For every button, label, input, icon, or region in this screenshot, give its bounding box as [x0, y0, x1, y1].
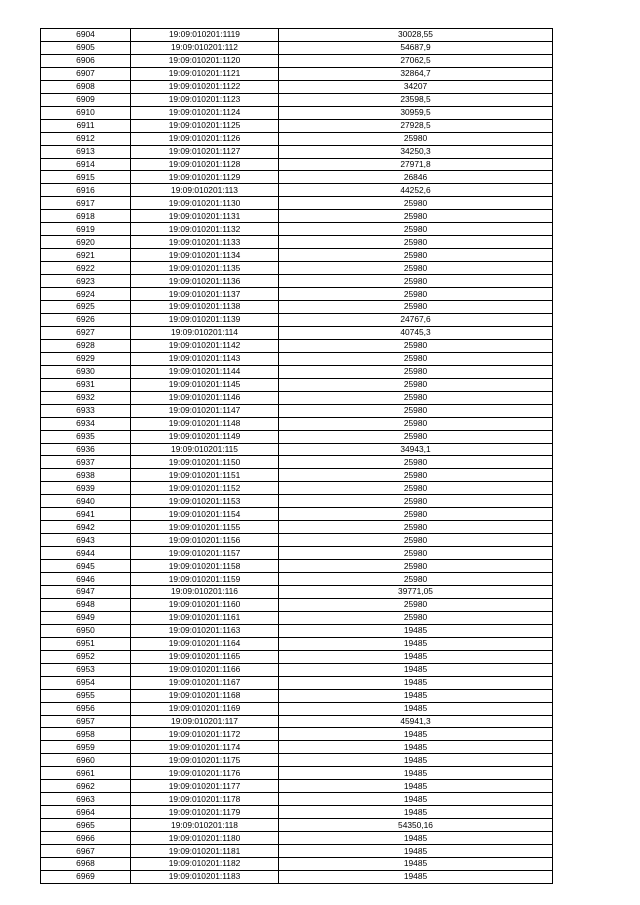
cadastral-number-cell: 19:09:010201:117: [131, 715, 279, 728]
cadastral-number-cell: 19:09:010201:1174: [131, 741, 279, 754]
cadastral-number-cell: 19:09:010201:1138: [131, 301, 279, 314]
cadastral-value-cell: 34943,1: [279, 443, 553, 456]
cadastral-value-cell: 25980: [279, 301, 553, 314]
row-number-cell: 6935: [41, 430, 131, 443]
cadastral-number-cell: 19:09:010201:1178: [131, 793, 279, 806]
table-row: [41, 495, 553, 508]
cadastral-number-cell: 19:09:010201:1119: [131, 29, 279, 42]
cadastral-number-cell: 19:09:010201:116: [131, 585, 279, 598]
row-number-cell: 6938: [41, 469, 131, 482]
cadastral-number-cell: 19:09:010201:1181: [131, 845, 279, 858]
table-row: [41, 443, 553, 456]
table-row: [41, 482, 553, 495]
table-body: [41, 29, 553, 884]
cadastral-number-cell: 19:09:010201:1154: [131, 508, 279, 521]
row-number-cell: 6907: [41, 67, 131, 80]
row-number-cell: 6960: [41, 754, 131, 767]
table-row: [41, 598, 553, 611]
table-row: [41, 339, 553, 352]
table-row: [41, 676, 553, 689]
row-number-cell: 6943: [41, 534, 131, 547]
table-row: [41, 249, 553, 262]
cadastral-number-cell: 19:09:010201:1150: [131, 456, 279, 469]
table-row: [41, 819, 553, 832]
cadastral-value-cell: 39771,05: [279, 585, 553, 598]
cadastral-number-cell: 19:09:010201:1123: [131, 93, 279, 106]
cadastral-number-cell: 19:09:010201:1137: [131, 288, 279, 301]
cadastral-number-cell: 19:09:010201:1175: [131, 754, 279, 767]
table-row: [41, 780, 553, 793]
cadastral-value-cell: 34207: [279, 80, 553, 93]
table-row: [41, 430, 553, 443]
row-number-cell: 6917: [41, 197, 131, 210]
row-number-cell: 6942: [41, 521, 131, 534]
table-row: [41, 210, 553, 223]
cadastral-number-cell: 19:09:010201:1125: [131, 119, 279, 132]
cadastral-number-cell: 19:09:010201:1142: [131, 339, 279, 352]
row-number-cell: 6944: [41, 547, 131, 560]
cadastral-number-cell: 19:09:010201:118: [131, 819, 279, 832]
table-row: [41, 184, 553, 197]
row-number-cell: 6958: [41, 728, 131, 741]
cadastral-value-cell: 19485: [279, 663, 553, 676]
cadastral-number-cell: 19:09:010201:1180: [131, 832, 279, 845]
cadastral-number-cell: 19:09:010201:1153: [131, 495, 279, 508]
row-number-cell: 6934: [41, 417, 131, 430]
cadastral-value-cell: 25980: [279, 456, 553, 469]
cadastral-number-cell: 19:09:010201:1152: [131, 482, 279, 495]
row-number-cell: 6957: [41, 715, 131, 728]
cadastral-number-cell: 19:09:010201:1121: [131, 67, 279, 80]
cadastral-value-cell: 54687,9: [279, 41, 553, 54]
row-number-cell: 6965: [41, 819, 131, 832]
row-number-cell: 6936: [41, 443, 131, 456]
table-row: [41, 80, 553, 93]
table-row: [41, 223, 553, 236]
row-number-cell: 6927: [41, 326, 131, 339]
cadastral-value-cell: 19485: [279, 767, 553, 780]
cadastral-value-cell: 25980: [279, 404, 553, 417]
cadastral-number-cell: 19:09:010201:1147: [131, 404, 279, 417]
cadastral-value-cell: 27928,5: [279, 119, 553, 132]
row-number-cell: 6932: [41, 391, 131, 404]
row-number-cell: 6964: [41, 806, 131, 819]
table-row: [41, 132, 553, 145]
table-row: [41, 508, 553, 521]
table-row: [41, 534, 553, 547]
cadastral-number-cell: 19:09:010201:1124: [131, 106, 279, 119]
cadastral-value-cell: 25980: [279, 495, 553, 508]
table-row: [41, 119, 553, 132]
cadastral-value-cell: 27971,8: [279, 158, 553, 171]
cadastral-number-cell: 19:09:010201:114: [131, 326, 279, 339]
row-number-cell: 6967: [41, 845, 131, 858]
cadastral-value-cell: 25980: [279, 534, 553, 547]
row-number-cell: 6910: [41, 106, 131, 119]
table-row: [41, 391, 553, 404]
row-number-cell: 6948: [41, 598, 131, 611]
row-number-cell: 6939: [41, 482, 131, 495]
row-number-cell: 6904: [41, 29, 131, 42]
row-number-cell: 6952: [41, 650, 131, 663]
cadastral-value-cell: 25980: [279, 275, 553, 288]
row-number-cell: 6915: [41, 171, 131, 184]
table-row: [41, 650, 553, 663]
cadastral-number-cell: 19:09:010201:1133: [131, 236, 279, 249]
row-number-cell: 6924: [41, 288, 131, 301]
row-number-cell: 6925: [41, 301, 131, 314]
cadastral-number-cell: 19:09:010201:1134: [131, 249, 279, 262]
cadastral-value-cell: 40745,3: [279, 326, 553, 339]
table-row: [41, 288, 553, 301]
table-row: [41, 365, 553, 378]
cadastral-number-cell: 19:09:010201:1167: [131, 676, 279, 689]
cadastral-number-cell: 19:09:010201:1144: [131, 365, 279, 378]
table-row: [41, 870, 553, 883]
table-row: [41, 767, 553, 780]
table-row: [41, 417, 553, 430]
cadastral-value-cell: 19485: [279, 689, 553, 702]
table-row: [41, 845, 553, 858]
row-number-cell: 6933: [41, 404, 131, 417]
row-number-cell: 6908: [41, 80, 131, 93]
row-number-cell: 6946: [41, 573, 131, 586]
cadastral-value-table: [40, 28, 553, 884]
cadastral-value-cell: 25980: [279, 417, 553, 430]
cadastral-number-cell: 19:09:010201:1122: [131, 80, 279, 93]
cadastral-value-cell: 26846: [279, 171, 553, 184]
row-number-cell: 6931: [41, 378, 131, 391]
cadastral-number-cell: 19:09:010201:1166: [131, 663, 279, 676]
table-row: [41, 171, 553, 184]
table-row: [41, 663, 553, 676]
row-number-cell: 6930: [41, 365, 131, 378]
cadastral-value-cell: 25980: [279, 573, 553, 586]
cadastral-value-cell: 25980: [279, 236, 553, 249]
cadastral-number-cell: 19:09:010201:1164: [131, 637, 279, 650]
cadastral-value-cell: 30028,55: [279, 29, 553, 42]
table-row: [41, 611, 553, 624]
cadastral-number-cell: 19:09:010201:1139: [131, 313, 279, 326]
row-number-cell: 6909: [41, 93, 131, 106]
cadastral-number-cell: 19:09:010201:1129: [131, 171, 279, 184]
table-row: [41, 715, 553, 728]
table-row: [41, 67, 553, 80]
table-row: [41, 637, 553, 650]
cadastral-number-cell: 19:09:010201:113: [131, 184, 279, 197]
table-row: [41, 54, 553, 67]
table-row: [41, 352, 553, 365]
table-row: [41, 378, 553, 391]
table-row: [41, 741, 553, 754]
cadastral-value-cell: 25980: [279, 391, 553, 404]
table-row: [41, 456, 553, 469]
table-row: [41, 585, 553, 598]
row-number-cell: 6953: [41, 663, 131, 676]
cadastral-value-cell: 19485: [279, 624, 553, 637]
table-row: [41, 832, 553, 845]
cadastral-value-cell: 19485: [279, 793, 553, 806]
row-number-cell: 6918: [41, 210, 131, 223]
cadastral-value-cell: 23598,5: [279, 93, 553, 106]
cadastral-value-cell: 25980: [279, 598, 553, 611]
cadastral-number-cell: 19:09:010201:115: [131, 443, 279, 456]
cadastral-value-cell: 25980: [279, 508, 553, 521]
row-number-cell: 6920: [41, 236, 131, 249]
cadastral-value-cell: 32864,7: [279, 67, 553, 80]
cadastral-number-cell: 19:09:010201:1130: [131, 197, 279, 210]
cadastral-number-cell: 19:09:010201:1165: [131, 650, 279, 663]
cadastral-value-cell: 25980: [279, 560, 553, 573]
table-row: [41, 93, 553, 106]
table-row: [41, 29, 553, 42]
table-row: [41, 793, 553, 806]
table-row: [41, 521, 553, 534]
cadastral-value-cell: 25980: [279, 547, 553, 560]
cadastral-value-cell: 25980: [279, 611, 553, 624]
table-row: [41, 806, 553, 819]
cadastral-value-cell: 25980: [279, 365, 553, 378]
table-row: [41, 702, 553, 715]
cadastral-number-cell: 19:09:010201:1126: [131, 132, 279, 145]
row-number-cell: 6962: [41, 780, 131, 793]
row-number-cell: 6941: [41, 508, 131, 521]
table-row: [41, 326, 553, 339]
table-row: [41, 145, 553, 158]
row-number-cell: 6947: [41, 585, 131, 598]
table-row: [41, 754, 553, 767]
row-number-cell: 6914: [41, 158, 131, 171]
row-number-cell: 6963: [41, 793, 131, 806]
cadastral-value-cell: 19485: [279, 650, 553, 663]
cadastral-number-cell: 19:09:010201:1169: [131, 702, 279, 715]
cadastral-value-cell: 25980: [279, 223, 553, 236]
cadastral-number-cell: 19:09:010201:1168: [131, 689, 279, 702]
cadastral-number-cell: 19:09:010201:1146: [131, 391, 279, 404]
row-number-cell: 6968: [41, 858, 131, 871]
cadastral-number-cell: 19:09:010201:112: [131, 41, 279, 54]
cadastral-number-cell: 19:09:010201:1135: [131, 262, 279, 275]
cadastral-value-cell: 25980: [279, 482, 553, 495]
cadastral-value-cell: 19485: [279, 832, 553, 845]
cadastral-value-cell: 25980: [279, 210, 553, 223]
cadastral-value-cell: 19485: [279, 870, 553, 883]
row-number-cell: 6921: [41, 249, 131, 262]
cadastral-number-cell: 19:09:010201:1128: [131, 158, 279, 171]
row-number-cell: 6950: [41, 624, 131, 637]
cadastral-value-cell: 34250,3: [279, 145, 553, 158]
table-row: [41, 404, 553, 417]
table-row: [41, 197, 553, 210]
cadastral-value-cell: 54350,16: [279, 819, 553, 832]
table-row: [41, 547, 553, 560]
row-number-cell: 6956: [41, 702, 131, 715]
row-number-cell: 6922: [41, 262, 131, 275]
cadastral-value-cell: 25980: [279, 288, 553, 301]
table-row: [41, 728, 553, 741]
cadastral-number-cell: 19:09:010201:1120: [131, 54, 279, 67]
cadastral-value-cell: 25980: [279, 339, 553, 352]
row-number-cell: 6937: [41, 456, 131, 469]
table-row: [41, 106, 553, 119]
cadastral-number-cell: 19:09:010201:1179: [131, 806, 279, 819]
row-number-cell: 6926: [41, 313, 131, 326]
row-number-cell: 6966: [41, 832, 131, 845]
cadastral-value-cell: 19485: [279, 845, 553, 858]
cadastral-value-cell: 25980: [279, 262, 553, 275]
cadastral-value-cell: 19485: [279, 637, 553, 650]
table-row: [41, 573, 553, 586]
cadastral-number-cell: 19:09:010201:1155: [131, 521, 279, 534]
table-row: [41, 313, 553, 326]
cadastral-number-cell: 19:09:010201:1148: [131, 417, 279, 430]
row-number-cell: 6955: [41, 689, 131, 702]
row-number-cell: 6929: [41, 352, 131, 365]
row-number-cell: 6923: [41, 275, 131, 288]
row-number-cell: 6954: [41, 676, 131, 689]
row-number-cell: 6969: [41, 870, 131, 883]
cadastral-value-cell: 25980: [279, 469, 553, 482]
row-number-cell: 6959: [41, 741, 131, 754]
table-row: [41, 275, 553, 288]
table-row: [41, 41, 553, 54]
row-number-cell: 6919: [41, 223, 131, 236]
cadastral-value-cell: 19485: [279, 676, 553, 689]
cadastral-number-cell: 19:09:010201:1127: [131, 145, 279, 158]
cadastral-number-cell: 19:09:010201:1145: [131, 378, 279, 391]
table-row: [41, 301, 553, 314]
table-row: [41, 858, 553, 871]
cadastral-number-cell: 19:09:010201:1183: [131, 870, 279, 883]
table-row: [41, 624, 553, 637]
cadastral-value-cell: 19485: [279, 780, 553, 793]
cadastral-number-cell: 19:09:010201:1177: [131, 780, 279, 793]
cadastral-number-cell: 19:09:010201:1160: [131, 598, 279, 611]
cadastral-number-cell: 19:09:010201:1158: [131, 560, 279, 573]
cadastral-number-cell: 19:09:010201:1131: [131, 210, 279, 223]
row-number-cell: 6951: [41, 637, 131, 650]
cadastral-number-cell: 19:09:010201:1176: [131, 767, 279, 780]
table-row: [41, 158, 553, 171]
row-number-cell: 6961: [41, 767, 131, 780]
cadastral-value-cell: 25980: [279, 352, 553, 365]
row-number-cell: 6916: [41, 184, 131, 197]
row-number-cell: 6905: [41, 41, 131, 54]
cadastral-value-cell: 25980: [279, 132, 553, 145]
cadastral-number-cell: 19:09:010201:1182: [131, 858, 279, 871]
cadastral-number-cell: 19:09:010201:1159: [131, 573, 279, 586]
cadastral-number-cell: 19:09:010201:1143: [131, 352, 279, 365]
cadastral-value-cell: 19485: [279, 702, 553, 715]
row-number-cell: 6949: [41, 611, 131, 624]
table-row: [41, 560, 553, 573]
cadastral-number-cell: 19:09:010201:1157: [131, 547, 279, 560]
row-number-cell: 6912: [41, 132, 131, 145]
row-number-cell: 6913: [41, 145, 131, 158]
row-number-cell: 6911: [41, 119, 131, 132]
cadastral-value-cell: 25980: [279, 197, 553, 210]
cadastral-number-cell: 19:09:010201:1132: [131, 223, 279, 236]
table-row: [41, 469, 553, 482]
cadastral-number-cell: 19:09:010201:1151: [131, 469, 279, 482]
table-row: [41, 262, 553, 275]
row-number-cell: 6906: [41, 54, 131, 67]
cadastral-value-cell: 19485: [279, 754, 553, 767]
cadastral-number-cell: 19:09:010201:1161: [131, 611, 279, 624]
cadastral-value-cell: 45941,3: [279, 715, 553, 728]
cadastral-number-cell: 19:09:010201:1163: [131, 624, 279, 637]
cadastral-value-cell: 24767,6: [279, 313, 553, 326]
cadastral-value-cell: 19485: [279, 806, 553, 819]
cadastral-value-cell: 19485: [279, 728, 553, 741]
cadastral-value-cell: 25980: [279, 249, 553, 262]
cadastral-value-cell: 19485: [279, 858, 553, 871]
cadastral-number-cell: 19:09:010201:1172: [131, 728, 279, 741]
cadastral-value-cell: 19485: [279, 741, 553, 754]
cadastral-number-cell: 19:09:010201:1156: [131, 534, 279, 547]
cadastral-value-cell: 25980: [279, 521, 553, 534]
table-row: [41, 689, 553, 702]
cadastral-value-cell: 25980: [279, 378, 553, 391]
row-number-cell: 6940: [41, 495, 131, 508]
cadastral-number-cell: 19:09:010201:1149: [131, 430, 279, 443]
cadastral-value-cell: 44252,6: [279, 184, 553, 197]
cadastral-value-cell: 25980: [279, 430, 553, 443]
row-number-cell: 6945: [41, 560, 131, 573]
cadastral-number-cell: 19:09:010201:1136: [131, 275, 279, 288]
cadastral-value-cell: 27062,5: [279, 54, 553, 67]
row-number-cell: 6928: [41, 339, 131, 352]
table-row: [41, 236, 553, 249]
cadastral-value-cell: 30959,5: [279, 106, 553, 119]
